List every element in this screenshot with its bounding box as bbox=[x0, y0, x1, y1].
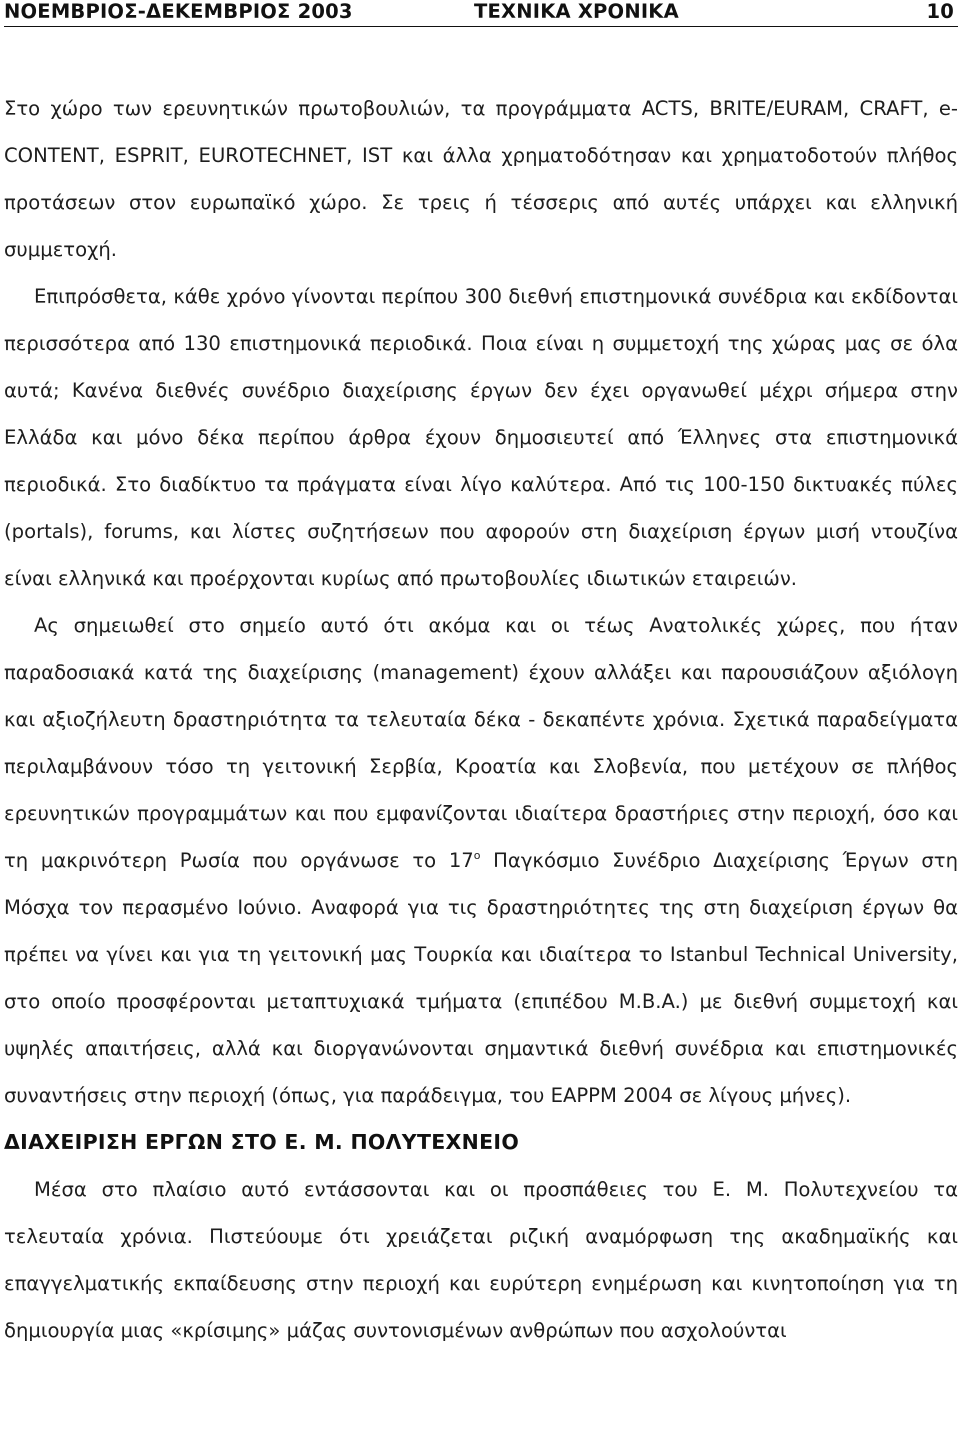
paragraph-text: Παγκόσμιο Συνέδριο Διαχείρισης Έργων στη Μόσχα τον περασμένο Ιούνιο. Αναφορά για τις δραστηριότητες της στη διαχείριση έργων θα πρέπει να γίνει και για τη γειτονική μας Τουρκία και ιδιαίτερα το Istanbul Technical University, στο οποίο προσφέρονται μεταπτυχιακά τμήματα (επιπέδου M.B.A.) με διεθνή συμμετοχή και υψηλές απαιτήσεις, αλλά και διοργανώνονται σημαντικά διεθνή συνέδρια και επιστημονικές συναντήσεις στην περιοχή (όπως, για παράδειγμα, του EAPPM 2004 σε λίγους μήνες). bbox=[4, 849, 958, 1107]
paragraph-ntua: Μέσα στο πλαίσιο αυτό εντάσσονται και οι προσπάθειες του Ε. Μ. Πολυτεχνείου τα τελευταία χρόνια. Πιστεύουμε ότι χρειάζεται ριζική αναμόρφωση της ακαδημαϊκής και επαγγελματικής εκπαίδευσης στην περιοχή και ευρύτερη ενημέρωση και κινητοποίηση για τη δημιουργία μιας «κρίσιμης» μάζας συντονισμένων ανθρώπων που ασχολούνται bbox=[4, 1178, 958, 1342]
paragraph-conferences-journals: Επιπρόσθετα, κάθε χρόνο γίνονται περίπου 300 διεθνή επιστημονικά συνέδρια και εκδίδονται περισσότερα από 130 επιστημονικά περιοδικά. Ποια είναι η συμμετοχή της χώρας μας σε όλα αυτά; Κανένα διεθνές συνέδριο διαχείρισης έργων δεν έχει οργανωθεί μέχρι σήμερα στην Ελλάδα και μόνο δέκα περίπου άρθρα έχουν δημοσιευτεί από Έλληνες στα επιστημονικά περιοδικά. Στο διαδίκτυο τα πράγματα είναι λίγο καλύτερα. Από τις 100-150 δικτυακές πύλες (portals), forums, και λίστες συζητήσεων που αφορούν στη διαχείριση έργων μισή ντουζίνα είναι ελληνικά και προέρχονται κυρίως από πρωτοβουλίες ιδιωτικών εταιρειών. bbox=[4, 285, 958, 590]
section-heading: ΔΙΑΧΕΙΡΙΣΗ ΕΡΓΩΝ ΣΤΟ Ε. Μ. ΠΟΛΥΤΕΧΝΕΙΟ bbox=[4, 1130, 520, 1154]
page-number: 10 bbox=[926, 0, 954, 23]
paragraph-eastern-countries bbox=[4, 602, 958, 1119]
paragraph-text: Ας σημειωθεί στο σημείο αυτό ότι ακόμα και οι τέως Ανατολικές χώρες, που ήταν παραδοσιακά κατά της διαχείρισης (management) έχουν αλλάξει και παρουσιάζουν αξιόλογη και αξιοζήλευτη δραστηριότητα τα τελευταία δέκα - δεκαπέντε χρόνια. Σχετικά παραδείγματα περιλαμβάνουν τόσο τη γειτονική Σερβία, Κροατία και Σλοβενία, που μετέχουν σε πλήθος ερευνητικών προγραμμάτων και που εμφανίζονται ιδιαίτερα δραστήριες στην περιοχή, όσο και τη μακρινότερη Ρωσία που οργάνωσε το 17 bbox=[4, 614, 958, 872]
paragraph-research-initiatives: Στο χώρο των ερευνητικών πρωτοβουλιών, τα προγράμματα ACTS, BRITE/EURAM, CRAFT, e-CONTENT, ESPRIT, EUROTECHNET, IST και άλλα χρηματοδότησαν και χρηματοδοτούν πλήθος προτάσεων στον ευρωπαϊκό χώρο. Σε τρεις ή τέσσερις από αυτές υπάρχει και ελληνική συμμετοχή. bbox=[4, 97, 958, 261]
running-header bbox=[4, 0, 958, 27]
ordinal-superscript: ο bbox=[473, 849, 481, 862]
issue-date: ΝΟΕΜΒΡΙΟΣ-ΔΕΚΕΜΒΡΙΟΣ 2003 bbox=[4, 0, 353, 23]
article-body bbox=[4, 85, 958, 1354]
publication-title: ΤΕΧΝΙΚΑ ΧΡΟΝΙΚΑ bbox=[474, 0, 679, 23]
